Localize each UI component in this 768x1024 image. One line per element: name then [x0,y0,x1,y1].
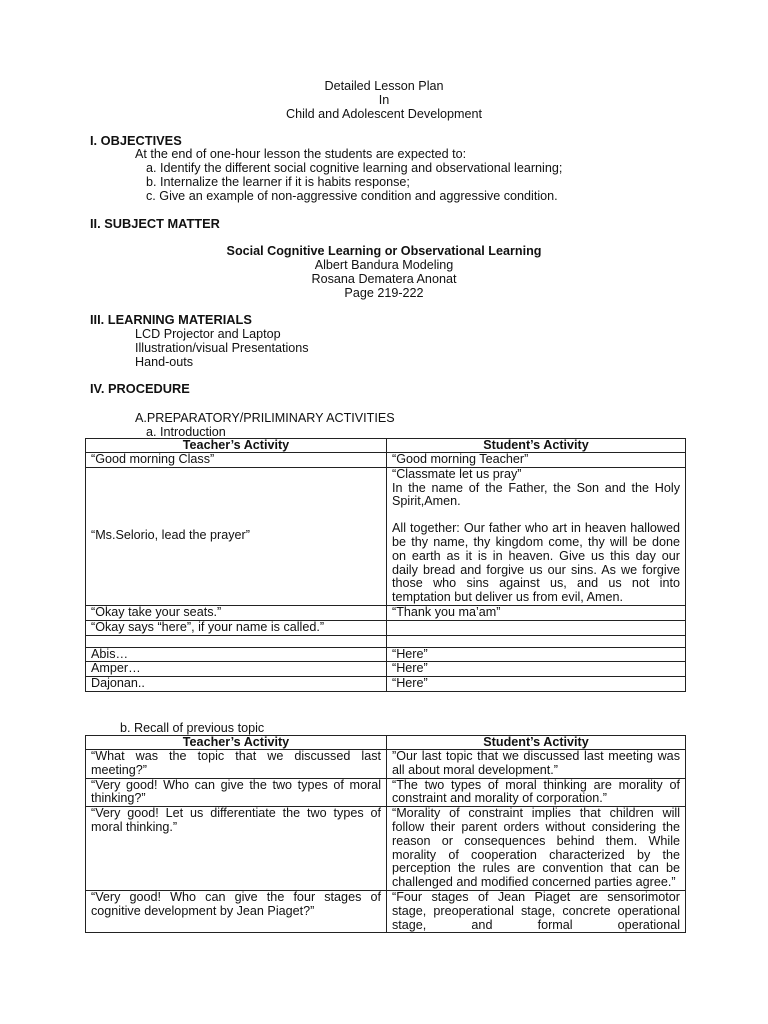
table-header-row [86,736,686,750]
student-activity-header: Student’s Activity [387,439,686,453]
doc-title-line3: Child and Adolescent Development [285,107,483,121]
teacher-cell: “What was the topic that we discussed last meeting?” [86,750,387,779]
our-father-prayer: All together: Our father who art in heaven hallowed be thy name, thy kingdom come, thy will be done on earth as it is in heaven. Give us this day our daily bread and forgive us our sins. As we forgive those who sins against us, and us not into temptation but deliver us from evil, Amen. [392,521,680,605]
subject-title: Social Cognitive Learning or Observational Learning [226,244,542,258]
student-cell: “Here” [387,647,686,662]
teacher-cell [86,635,387,647]
doc-title-line2: In [378,93,390,107]
procedure-heading: IV. PROCEDURE [90,381,190,396]
table-row [86,778,686,807]
teacher-cell: “Okay says “here”, if your name is called.” [86,620,387,635]
student-cell: “Thank you ma’am” [387,605,686,620]
introduction-subheading: a. Introduction [146,425,226,439]
objective-item: b. Internalize the learner if it is habits response; [146,175,410,189]
student-cell [387,467,686,605]
table-row [86,677,686,692]
student-activity-header: Student’s Activity [387,736,686,750]
table-row [86,620,686,635]
teacher-cell: “Ms.Selorio, lead the prayer” [86,467,387,605]
student-cell [387,620,686,635]
objective-item: a. Identify the different social cognitive learning and observational learning; [146,161,563,175]
objective-item: c. Give an example of non-aggressive condition and aggressive condition. [146,189,558,203]
table-row [86,662,686,677]
teacher-cell: Abis… [86,647,387,662]
recall-subheading: b. Recall of previous topic [120,721,265,735]
table-row [86,605,686,620]
teacher-cell: “Good morning Class” [86,453,387,468]
student-cell: “Morality of constraint implies that children will follow their parent orders without considering the reason or consequences behind them. While morality of cooperation characterized by the perception the rules are convention that can be challenged and modified concerned parties agree.” [387,807,686,891]
student-cell: “Four stages of Jean Piaget are sensorimotor stage, preoperational stage, concrete operational stage, and formal operational [387,890,686,932]
teacher-cell: Amper… [86,662,387,677]
teacher-activity-header: Teacher’s Activity [86,439,387,453]
student-cell: “Here” [387,677,686,692]
subject-matter-heading: II. SUBJECT MATTER [90,216,220,231]
teacher-cell: “Okay take your seats.” [86,605,387,620]
sign-of-cross: In the name of the Father, the Son and the Holy Spirit,Amen. [392,480,680,509]
teacher-cell: “Very good! Who can give the four stages of cognitive development by Jean Piaget?” [86,890,387,932]
student-cell [387,635,686,647]
objectives-intro: At the end of one-hour lesson the students are expected to: [135,147,467,161]
teacher-cell: Dajonan.. [86,677,387,692]
material-item: LCD Projector and Laptop [135,327,281,341]
table-row [86,453,686,468]
objectives-heading: I. OBJECTIVES [90,133,182,148]
table-row [86,890,686,932]
subject-line: Albert Bandura Modeling [314,258,454,272]
materials-heading: III. LEARNING MATERIALS [90,312,252,327]
table-row [86,467,686,605]
material-item: Illustration/visual Presentations [135,341,309,355]
table-row [86,750,686,779]
material-item: Hand-outs [135,355,194,369]
subject-line: Rosana Dematera Anonat [311,272,457,286]
recall-table [85,735,686,933]
introduction-table [85,438,686,692]
prayer-invite: “Classmate let us pray” [392,466,522,481]
student-cell: “Good morning Teacher” [387,453,686,468]
teacher-cell: “Very good! Let us differentiate the two types of moral thinking.” [86,807,387,891]
student-cell: “The two types of moral thinking are morality of constraint and morality of corporation.” [387,778,686,807]
table-header-row [86,439,686,453]
table-row [86,807,686,891]
doc-title-line1: Detailed Lesson Plan [324,79,444,93]
table-row [86,635,686,647]
teacher-cell: “Very good! Who can give the two types of moral thinking?” [86,778,387,807]
subject-line: Page 219-222 [344,286,424,300]
teacher-activity-header: Teacher’s Activity [86,736,387,750]
student-cell: ”Our last topic that we discussed last meeting was all about moral development.” [387,750,686,779]
table-row [86,647,686,662]
preparatory-activities-heading: A.PREPARATORY/PRILIMINARY ACTIVITIES [135,411,395,425]
student-cell: “Here” [387,662,686,677]
